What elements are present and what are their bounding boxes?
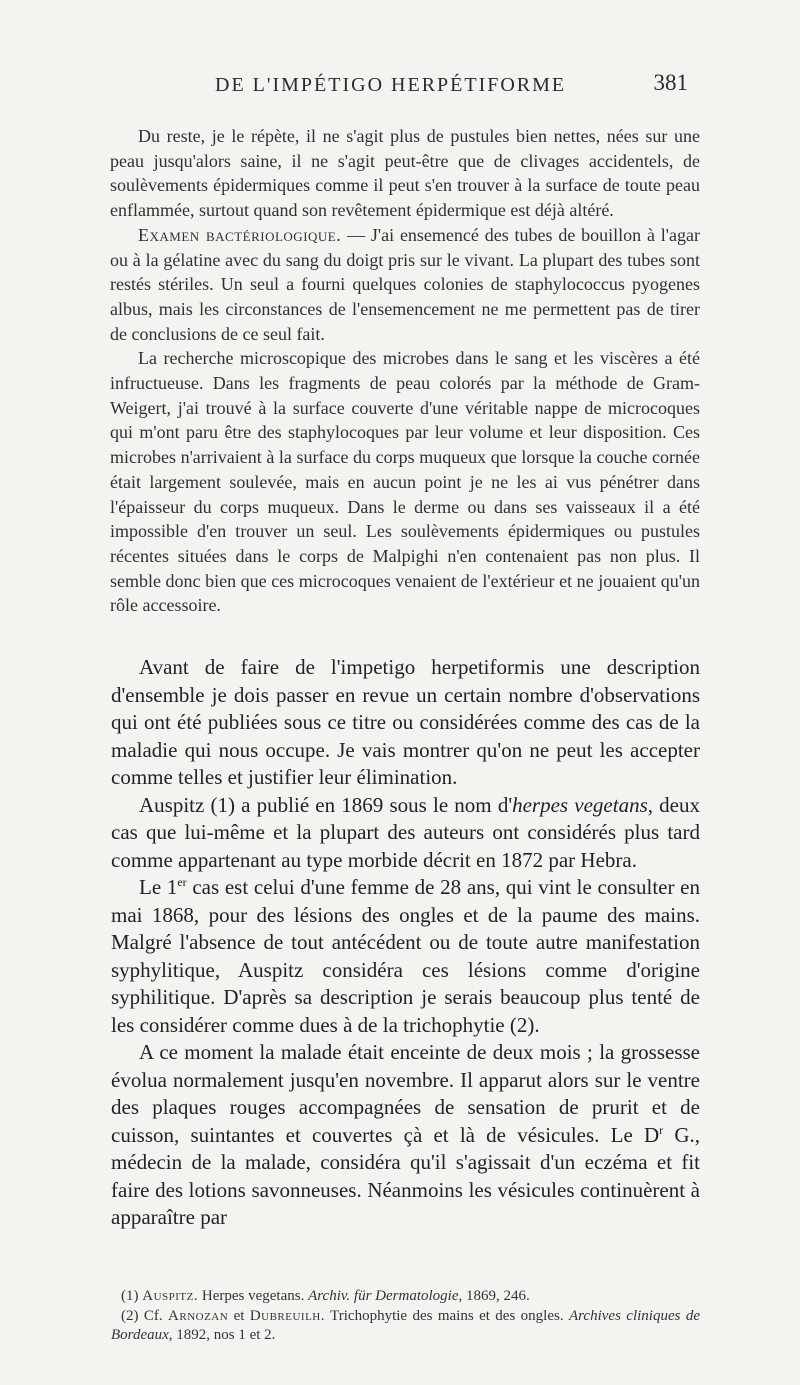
paragraph: Le 1er cas est celui d'une femme de 28 ans, qui vint le consulter en mai 1868, pour des lésions des ongles et de la paume des mains. Malgré l'absence de tout antécédent ou de toute autre manifestation syphylitique, Auspitz considéra ces lésions comme d'origine syphilitique. D'après sa description je serais beaucoup plus tenté de les considérer comme dues à de la trichophytie (2). — [111, 875, 700, 1037]
running-title: DE L'IMPÉTIGO HERPÉTIFORME — [215, 74, 567, 96]
footnote-1: (1) Auspitz. Herpes vegetans. Archiv. für Dermatologie, 1869, 246. — [121, 1288, 530, 1304]
paragraph: Examen bactériologique. — J'ai ensemencé des tubes de bouillon à l'agar ou à la gélatine avec du sang du doigt pris sur le vivant. La plupart des tubes sont restés stériles. Un seul a fourni quelques colonies de staphylococcus pyogenes albus, mais les circonstances de l'ensemencement ne me permettent pas de tirer de conclusions de ce seul fait. — [110, 224, 700, 344]
running-header — [215, 70, 688, 97]
section-heading: Examen bactériologique. — [138, 224, 342, 245]
paragraph: Du reste, je le répète, il ne s'agit plus de pustules bien nettes, nées sur une peau jusqu'alors saine, il ne s'agit peut-être que de clivages accidentels, de soulèvements épidermiques comme il peut s'en trouver à la surface de toute peau enflammée, surtout quand son revêtement épidermique est déjà altéré. — [110, 126, 700, 221]
main-text-section — [111, 654, 700, 1232]
paragraph: A ce moment la malade était enceinte de deux mois ; la grossesse évolua normalement jusqu'en novembre. Il apparut alors sur le ventre des plaques rouges accompagnées de sensation de prurit et de cuisson, suintantes et couvertes çà et là de vésicules. Le $D^r$ G., médecin de la malade, considéra qu'il s'agissait d'un eczéma et fit faire des lotions savonneuses. Néanmoins les vésicules continuèrent à apparaître par — [111, 1040, 701, 1229]
small-print-section — [110, 124, 700, 618]
page-number: 381 — [653, 70, 688, 95]
footnote-2: (2) Cf. Arnozan et Dubreuilh. Trichophytie des mains et des ongles. Archives cliniques de Bordeaux, 1892, nos 1 et 2. — [111, 1307, 700, 1343]
italic-term: herpes vegetans — [512, 792, 648, 817]
paragraph: Auspitz (1) a publié en 1869 sous le nom d'herpes vegetans, deux cas que lui-même et la plupart des auteurs ont considérés plus tard comme appartenant au type morbide décrit en 1872 par Hebra. — [111, 792, 700, 872]
paragraph: La recherche microscopique des microbes dans le sang et les viscères a été infructueuse. Dans les fragments de peau colorés par la méthode de Gram-Weigert, j'ai trouvé à la surface couverte d'une véritable nappe de microcoques qui m'ont paru être des staphylocoques par leur volume et leur disposition. Ces microbes n'arrivaient à la surface du corps muqueux que lorsque la couche cornée était largement soulevée, mais en aucun point je ne les ai vus pénétrer dans l'épaisseur du corps muqueux. Dans le derme ou dans ses vaisseaux il a été impossible d'en trouver un seul. Les soulèvements épidermiques ou pustules récentes situées dans le corps de Malpighi n'en contenaient pas non plus. Il semble donc bien que ces microcoques venaient de l'extérieur et ne jouaient qu'un rôle accessoire. — [110, 348, 700, 616]
paragraph: Avant de faire de l'impetigo herpetiformis une description d'ensemble je dois passer en revue un certain nombre d'observations qui ont été publiées sous ce titre ou considérées comme des cas de la maladie qui nous occupe. Je vais montrer qu'on ne peut les accepter comme telles et justifier leur élimination. — [111, 655, 700, 789]
footnotes — [111, 1287, 700, 1346]
